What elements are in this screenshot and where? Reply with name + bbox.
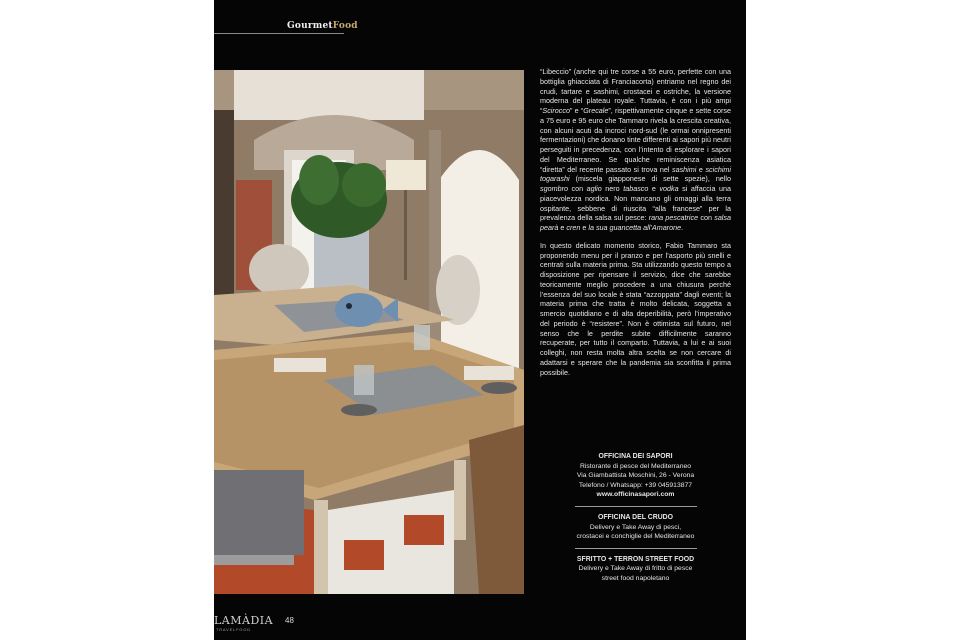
venue-block: [540, 555, 731, 584]
section-label: [287, 21, 358, 31]
venue-description: street food napoletano: [601, 574, 670, 582]
venue-description: Delivery e Take Away di pesci,: [589, 523, 682, 531]
venue-block: [540, 513, 731, 542]
divider: [575, 548, 697, 549]
section-label-main: Gourmet: [287, 21, 333, 31]
article-column: [540, 67, 731, 385]
venue-name: OFFICINA DEI SAPORI: [598, 453, 673, 460]
divider: [575, 506, 697, 507]
venue-description: crostacei e conchiglie del Mediterraneo: [576, 533, 695, 541]
venue-block: [540, 452, 731, 500]
venue-phone: Telefono / Whatsapp: +39 045913877: [578, 481, 693, 489]
venue-description: Delivery e Take Away di fritto di pesce: [578, 565, 693, 573]
magazine-logo: LAMÀDIA: [214, 614, 274, 627]
venue-website-link[interactable]: www.officinasapori.com: [596, 491, 675, 499]
article-paragraph: “Libeccio” (anche qui tre corse a 55 euro, perfette con una bottiglia ghiacciata di Franciacorta) entriamo nel regno dei crudi, tartare e sashimi, crostacei e ostriche, la versione moderna del plateau royale. Tuttavia, è con i più ampi “Scirocco” e “Grecale”, rispettivamente cinque e sette corse a 75 euro e 95 euro che Tammaro rivela la crescita creativa, con alcuni acuti da incroci nord-sud (le ormai onnipresenti fermentazioni) che donano tinte differenti ai sapori più neutri perseguiti in precedenza, con l’intento di esplorare i sapori del Mediterraneo. Se qualche reminiscenza asiatica “diretta” del recente passato si trova nel sashimi e scichimi togarashi (miscela giapponese di sette spezie), nello sgombro con aglio nero tabasco e vodka si affaccia una piacevolezza nordica. Non mancano gli omaggi alla terra ospitante, sebbene di riuscita “alla francese” per la prevalenza della salsa sul pesce: rana pescatrice con salsa pearà e cren e la sua guancetta all’Amarone.: [540, 67, 731, 232]
section-rule: [214, 33, 344, 34]
section-label-accent: Food: [332, 21, 358, 31]
magazine-logo-subtitle: TRAVELFOOD: [216, 627, 251, 632]
venue-address: Via Giambattista Moschini, 26 - Verona: [576, 472, 695, 480]
magazine-page: [214, 0, 746, 640]
venue-name: SFRITTO + TERRON STREET FOOD: [576, 555, 695, 563]
article-paragraph: In questo delicato momento storico, Fabio Tammaro sta proponendo menu per il pranzo e per l’asporto più snelli e centrati sulla materia prima. Sta utilizzando questo tempo a disposizione per ripensare il servizio, dice che sarebbe teoricamente meglio procedere a una chiusura perché l’essenza del suo locale è stata “azzoppata” dagli eventi; la materia prima che tratta è molto delicata, soggetta a smercio quotidiano e di alta deperibilità, però l’imperativo del periodo è “resistere”. Non è ottimista sul futuro, nel senso che le perdite subite difficilmente saranno recuperate, per tutto il comparto. Tuttavia, a lui e ai suoi colleghi, non resta molta altra scelta se non cercare di adattarsi e sperare che la pandemia sia sconfitta il prima possibile.: [540, 240, 731, 377]
venue-name: OFFICINA DEL CRUDO: [597, 513, 674, 521]
venue-info: [540, 450, 731, 584]
page-number: 48: [285, 616, 294, 625]
restaurant-photo: [214, 70, 524, 594]
venue-description: Ristorante di pesce del Mediterraneo: [579, 462, 692, 470]
